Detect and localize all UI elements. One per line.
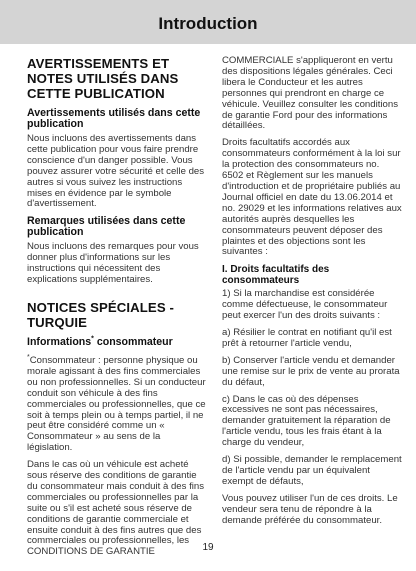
right-paragraph-1: COMMERCIALE s'appliqueront en vertu des dispositions légales générales. Ceci libera le Conducteur et les autres personnes qui prendront en charge ce véhicule. Veuillez consulter les conditions de garantie Ford pour des informations détaillées. [222,55,398,132]
consumer-text-2: Dans le cas où un véhicule est acheté sous réserve des conditions de garantie du consommateur mais conduit à des fins commerciales ou professionnelles par la suite ou s'il est acheté sous réserve de conditions de garantie commerciale et ensuite conduit à des fins autres que des commerciales ou professionnelles, les CONDITIONS DE GARANTIE [27,459,205,558]
warnings-heading: Avertissements utilisés dans cette publication [27,107,201,130]
consumer-heading-b: consommateur [93,335,173,348]
consumer-def-asterisk: * [27,353,30,361]
notes-heading: Remarques utilisées dans cette publication [27,215,186,239]
right-paragraph-7: d) Si possible, demander le remplacement de l'article vendu par un équivalent exempt de défauts, [222,454,402,487]
consumer-heading-a: Informations [27,335,92,348]
right-paragraph-4: a) Résilier le contrat en notifiant qu'il est prêt à retourner l'article vendu, [222,327,392,349]
right-paragraph-5: b) Conserver l'article vendu et demander une remise sur le prix de vente au prorata du défaut, [222,354,400,388]
page-header [0,0,416,44]
page-title: Introduction [158,14,258,33]
left-column [27,56,207,564]
right-paragraph-2: Droits facultatifs accordés aux consommateurs conformément à la loi sur la protection des consommateurs no. 6502 et Règlement sur les manuels d'introduction et de propriétaire publiés au Journal officiel en date du 13.06.2014 et no. 29029 et les informations relatives aux autorités auprès desquelles les consommateurs peuvent déposer des plaintes et des objections sont les suivantes : [222,137,402,258]
section-title-turkey: NOTICES SPÉCIALES - TURQUIE [27,299,174,330]
right-paragraph-3: 1) Si la marchandise est considérée comme défectueuse, le consommateur peut exercer l'un des droits suivants : [222,288,388,322]
warnings-text: Nous incluons des avertissements dans cette publication pour vous faire prendre conscience d'un danger possible. Vous pouvez assurer votre sécurité et celle des autres si vous suivez les instructions mises en évidence par le symbole d'avertissement. [27,133,205,210]
consumer-definition [27,353,207,454]
notes-text: Nous incluons des remarques pour vous donner plus d'informations sur les instructions qui nécessitent des explications supplémentaires. [27,241,199,286]
right-column [222,56,402,533]
right-paragraph-8: Vous pouvez utiliser l'un de ces droits. Le vendeur sera tenu de répondre à la demande préférée du consommateur. [222,492,398,526]
section-title-warnings: AVERTISSEMENTS ET NOTES UTILISÉS DANS CETTE PUBLICATION [27,56,179,101]
rights-heading: I. Droits facultatifs des consommateurs [222,264,330,287]
consumer-def-text: Consommateur : personne physique ou morale agissant à des fins commerciales ou non professionnelles. Si un conducteur conduit son véhicule à des fins commerciales ou professionnelles, que ce soit à temps plein ou à temps partiel, il ne peut être considéré comme un « Consommateur » au sens de la législation. [27,354,206,454]
page-number: 19 [202,542,214,553]
right-paragraph-6: c) Dans le cas où des dépenses excessives ne sont pas nécessaires, demander gratuitement la réparation de l'article vendu, tous les frais étant à la charge du vendeur, [222,393,391,449]
consumer-info-heading [27,337,207,348]
consumer-heading-asterisk: * [91,335,94,343]
